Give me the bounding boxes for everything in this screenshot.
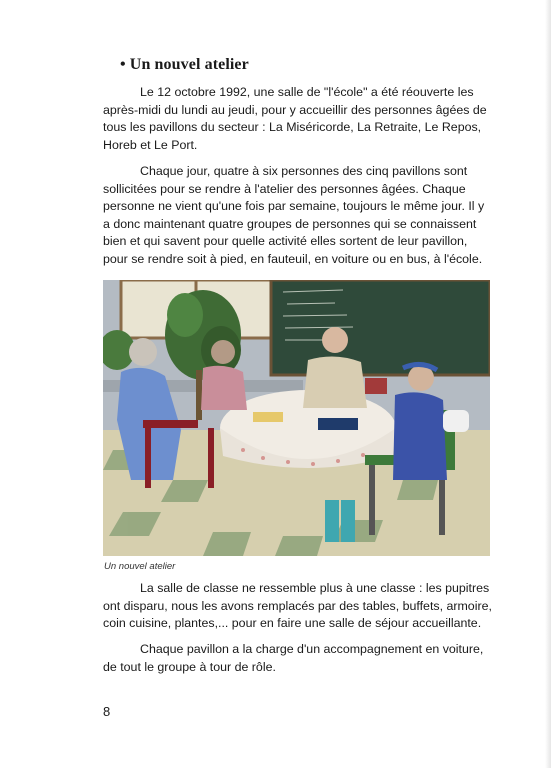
photo-caption: Un nouvel atelier	[104, 561, 176, 572]
paragraph-line: Horeb et Le Port.	[103, 137, 198, 152]
page-number: 8	[103, 704, 111, 719]
paragraph-1	[103, 84, 490, 154]
page-edge	[545, 0, 551, 768]
paragraph-2	[103, 163, 490, 269]
paragraph-line: après-midi du lundi au jeudi, pour y accueillir des personnes âgées de	[103, 102, 487, 117]
paragraph-line: bien et qui savent pour quelle activité elles sortent de leur pavillon,	[103, 234, 468, 249]
paragraph-line: Le 12 octobre 1992, une salle de "l'école" a été réouverte les	[140, 85, 474, 99]
paragraph-line: ont disparu, nous les avons remplacés par des tables, buffets, armoire,	[103, 598, 492, 613]
paragraph-line: de tout le groupe à tour de rôle.	[103, 659, 276, 674]
paragraph-line: sollicitées pour se rendre à l'atelier des personnes âgées. Chaque	[103, 181, 466, 196]
paragraph-4	[103, 641, 490, 676]
paragraph-line: a donc maintenant quatre groupes de personnes qui se connaissent	[103, 216, 477, 231]
atelier-photo	[103, 280, 490, 556]
paragraph-line: tous les pavillons du secteur : La Miséricorde, La Retraite, Le Repos,	[103, 120, 482, 135]
paragraph-line: personne ne vient qu'une fois par semaine, toujours le même jour. Il y	[103, 199, 485, 214]
paragraph-line: Chaque jour, quatre à six personnes des cinq pavillons sont	[140, 164, 468, 178]
paragraph-line: La salle de classe ne ressemble plus à une classe : les pupitres	[140, 581, 490, 595]
section-heading: • Un nouvel atelier	[120, 56, 249, 73]
paragraph-line: coin cuisine, plantes,... pour en faire une salle de séjour accueillante.	[103, 616, 482, 631]
paragraph-line: Chaque pavillon a la charge d'un accompagnement en voiture,	[140, 642, 484, 656]
paragraph-3	[103, 580, 490, 633]
paragraph-line: pour se rendre soit à pied, en fauteuil, en voiture ou en bus, à l'école.	[103, 251, 483, 266]
